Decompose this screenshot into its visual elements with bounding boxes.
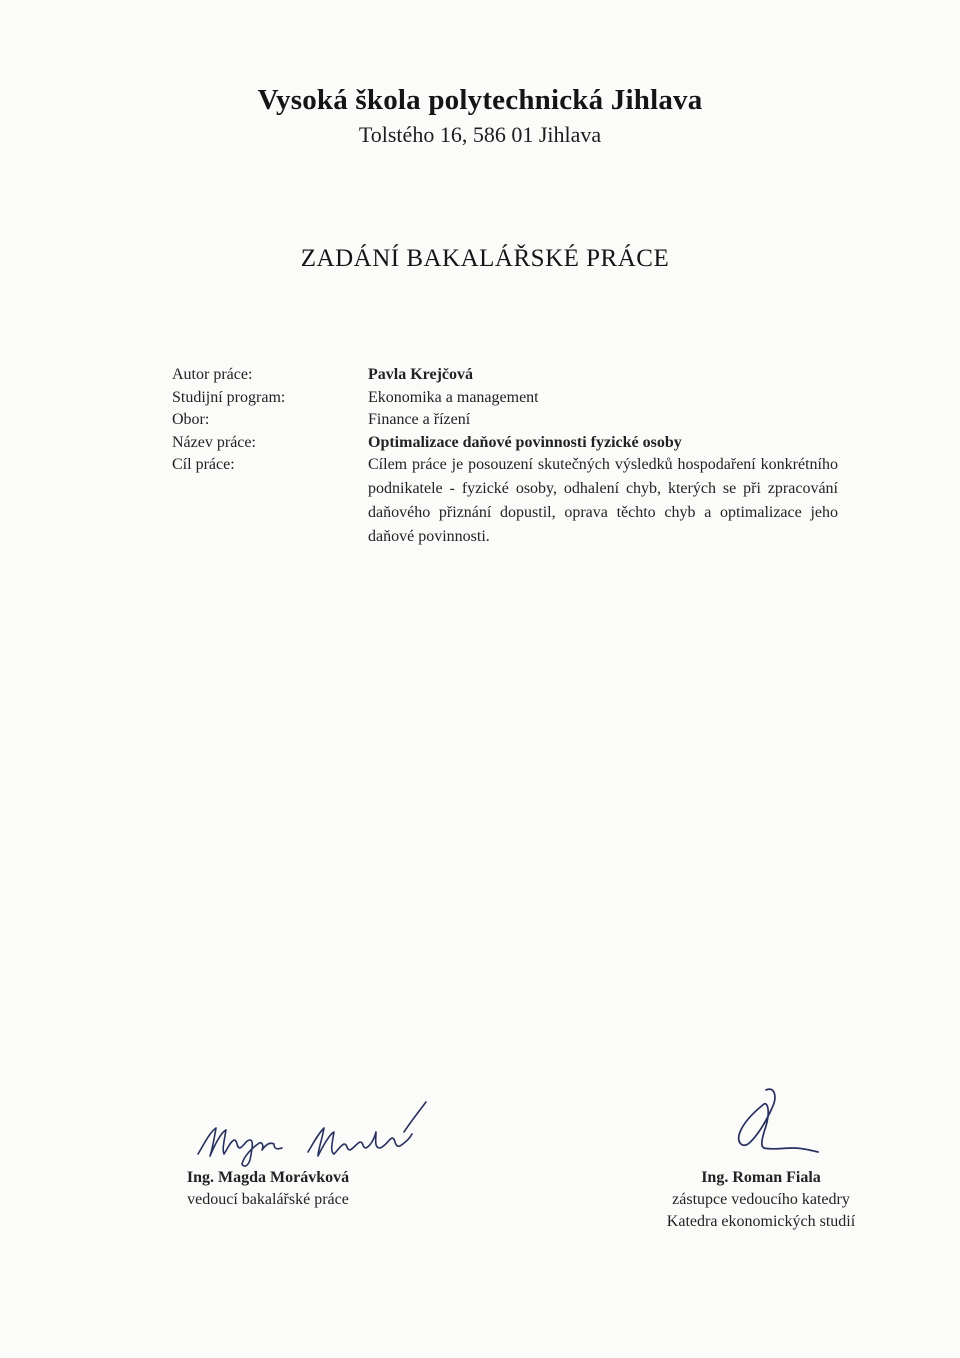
goal-value: Cílem práce je posouzení skutečných výsledků hospodaření konkrétního podnikatele - fyzické osoby, odhalení chyb, kterých se při zpracování daňového přiznání dopustil, oprava těchto chyb a optimalizace jeho daňové povinnosti. (368, 456, 838, 545)
program-value: Ekonomika a management (368, 388, 539, 406)
supervisor-role: vedoucí bakalářské práce (187, 1191, 349, 1208)
field-value: Finance a řízení (368, 411, 471, 428)
supervisor-name: Ing. Magda Morávková (186, 1169, 350, 1186)
thesis-title-row (172, 432, 852, 455)
thesis-title-value: Optimalizace daňové povinnosti fyzické osoby (368, 433, 682, 451)
thesis-title-label: Název práce: (172, 433, 256, 451)
field-label: Obor: (172, 411, 210, 428)
signature-left (150, 1167, 386, 1211)
signature-right-image (722, 1082, 832, 1162)
school-address: Tolstého 16, 586 01 Jihlava (358, 122, 602, 147)
field-row (172, 409, 852, 432)
author-value: Pavla Krejčová (368, 366, 474, 383)
program-row (172, 387, 852, 410)
signature-left-image (190, 1092, 470, 1172)
department-name: Katedra ekonomických studií (666, 1213, 856, 1230)
signature-right (616, 1167, 906, 1233)
goal-row (172, 454, 852, 549)
deputy-head-name: Ing. Roman Fiala (701, 1169, 821, 1186)
author-label: Autor práce: (172, 366, 253, 383)
school-name: Vysoká škola polytechnická Jihlava (257, 84, 703, 116)
thesis-info-table (172, 364, 852, 549)
program-label: Studijní program: (172, 388, 286, 406)
deputy-head-role: zástupce vedoucího katedry (672, 1191, 850, 1208)
goal-label: Cíl práce: (172, 456, 235, 473)
document-title: ZADÁNÍ BAKALÁŘSKÉ PRÁCE (300, 245, 670, 272)
author-row (172, 364, 852, 387)
